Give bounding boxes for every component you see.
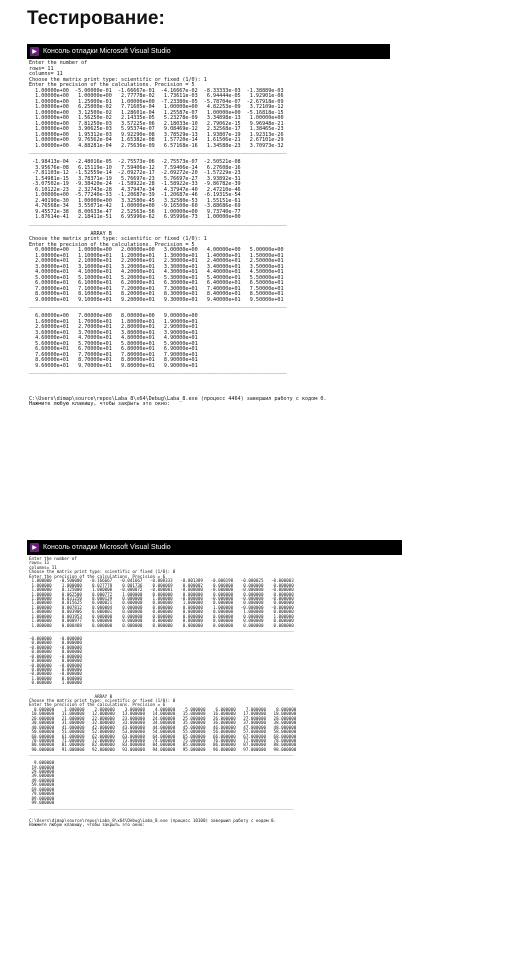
console-output: Enter the number of rows= 11 columns= 11 Choose the matrix print type: scientific or fixed (1/0): 0 Enter the precision of the calculations. Precision = 6 1.000000 -0.500000 -0.166667 -0.041667 -0.008333 -0.001389 -0.000198 -0.000025 -0.000003 1.000000 1.000000 0.027778 0.001736 0.000069 0.000002 0.000000 0.000000 0.000000 1.000000 0.125000 1.000000 -0.000072 -0.000001 -0.000000 -0.000000 -0.000000 -0.000000 1.000000 0.062500 0.000772 1.000000 0.000000 0.000000 0.000000 0.000000 0.000000 1.000000 0.031250 0.000129 0.000000 1.000000 -0.000000 -0.000000 -0.000000 -0.000000 1.000000 0.015625 0.000021 0.000000 0.000000 1.000000 0.000000 0.000000 0.000000 1.000000 0.007812 0.000004 0.000000 0.000000 0.000000 1.000000 -0.000000 -0.000000 1.000000 0.003906 0.000001 0.000000 0.000000 0.000000 0.000000 1.000000 0.000000 1.000000 0.001953 0.000000 0.000000 0.000000 0.000000 0.000000 0.000000 1.000000 1.000000 0.000977 0.000000 0.000000 0.000000 0.000000 0.000000 0.000000 0.000000 1.000000 0.000488 0.000000 0.000000 0.000000 0.000000 0.000000 0.000000 0.000000 _________________________________________________________________________________________________________ -0.000000 -0.000000 0.000000 0.000000 -0.000000 -0.000000 0.000000 0.000000 -0.000000 -0.000000 0.000000 0.000000 -0.000000 -0.000000 0.000000 0.000000 -0.000000 -0.000000 1.000000 0.000000 0.000000 1.000000 _________________________________________________________________________________________________________ ARRAY B Choose the matrix print type: scientific or fixed (1/0): 0 Enter the precision of the calculations. Precision = 6 0.000000 1.000000 2.000000 3.000000 4.000000 5.000000 6.000000 7.000000 8.000000 10.000000 11.000000 12.000000 13.000000 14.000000 15.000000 16.000000 17.000000 18.000000 20.000000 21.000000 22.000000 23.000000 24.000000 25.000000 26.000000 27.000000 28.000000 30.000000 31.000000 32.000000 33.000000 34.000000 35.000000 36.000000 37.000000 38.000000 40.000000 41.000000 42.000000 43.000000 44.000000 45.000000 46.000000 47.000000 48.000000 50.000000 51.000000 52.000000 53.000000 54.000000 55.000000 56.000000 57.000000 58.000000 60.000000 61.000000 62.000000 63.000000 64.000000 65.000000 66.000000 67.000000 68.000000 70.000000 71.000000 72.000000 73.000000 74.000000 75.000000 76.000000 77.000000 78.000000 80.000000 81.000000 82.000000 83.000000 84.000000 85.000000 86.000000 87.000000 88.000000 90.000000 91.000000 92.000000 93.000000 94.000000 95.000000 96.000000 97.000000 98.000000 _________________________________________________________________________________________________________ 9.000000 19.000000 29.000000 39.000000 49.000000 59.000000 69.000000 79.000000 89.000000 99.000000 _________________________________________________________________________________________________________ C:\Users\dimap\source\repos\Laba_8\x64\Debug\Laba_8.exe (процесс 10100) завершил работу с кодом 0. Нажмите любую клавишу, чтобы закрыть это окно: — [29, 556, 297, 828]
visual-studio-icon: ▶ — [30, 47, 39, 56]
debug-console-window-2[interactable] — [27, 540, 402, 954]
console-output: Enter the number of rows= 11 columns= 11 Choose the matrix print type: scientific or fixed (1/0): 1 Enter the precision of the calculations. Precision = 5 1.00000e+00 -5.00000e-01 -1.66667e-01 -4.16667e-02 -8.33333e-03 -1.38889e-03 1.00000e+00 1.00000e+00 2.77778e-02 1.73611e-03 6.94444e-05 1.92901e-06 1.00000e+00 1.25000e-01 1.00000e+00 -7.23380e-05 -5.78704e-07 -2.67918e-09 1.00000e+00 6.25000e-02 7.71605e-04 1.00000e+00 4.82253e-09 3.72109e-12 1.00000e+00 3.12500e-02 1.28601e-04 1.25587e-07 1.00000e+00 -5.16818e-15 1.00000e+00 1.56250e-02 2.14335e-05 5.23278e-09 3.34898e-13 1.00000e+00 1.00000e+00 7.81250e-03 3.57225e-06 2.18033e-10 2.79062e-15 9.96948e-21 1.00000e+00 3.90625e-03 5.95374e-07 9.08469e-12 2.32568e-17 1.38465e-23 1.00000e+00 1.95312e-03 9.92290e-08 3.78529e-13 1.93807e-19 1.92313e-26 1.00000e+00 9.76562e-04 1.65382e-08 1.57720e-14 1.61506e-21 2.67101e-29 1.00000e+00 4.88281e-04 2.75636e-09 6.57168e-16 1.34588e-23 3.70973e-32 ____________________________________________________________________________________ -1.98413e-04 -2.48016e-05 -2.75573e-06 -2.75573e-07 -2.50521e-08 3.95676e-08 6.15119e-10 7.59406e-12 7.59406e-14 6.27608e-16 -7.81103e-12 -1.52559e-14 -2.09272e-17 -2.09272e-20 -1.57229e-23 1.54981e-15 3.78371e-19 5.76697e-23 5.76697e-27 3.93892e-31 -3.07502e-19 -9.38420e-24 -1.58922e-28 -1.58922e-33 -9.86782e-39 6.10122e-23 2.32743e-28 4.37947e-34 4.37947e-40 2.47210e-46 1.00000e+00 -5.77240e-33 -1.20687e-39 -1.20687e-46 -6.19315e-54 2.40190e-30 1.00000e+00 3.32580e-45 3.32580e-53 1.55151e-61 4.76568e-34 3.55071e-42 1.00000e+00 -9.16500e-60 -3.88686e-69 9.45572e-38 8.00633e-47 2.52563e-56 1.00000e+00 9.73740e-77 1.87614e-41 2.18411e-51 6.95996e-62 6.95996e-73 1.00000e+00 ____________________________________________________________________________________ ARRAY B Choose the matrix print type: scientific or fixed (1/0): 1 Enter the precision of the calculations. Precision = 5 0.00000e+00 1.00000e+00 2.00000e+00 3.00000e+00 4.00000e+00 5.00000e+00 1.00000e+01 1.10000e+01 1.20000e+01 1.30000e+01 1.40000e+01 1.50000e+01 2.00000e+01 2.10000e+01 2.20000e+01 2.30000e+01 2.40000e+01 2.50000e+01 3.00000e+01 3.10000e+01 3.20000e+01 3.30000e+01 3.40000e+01 3.50000e+01 4.00000e+01 4.10000e+01 4.20000e+01 4.30000e+01 4.40000e+01 4.50000e+01 5.00000e+01 5.10000e+01 5.20000e+01 5.30000e+01 5.40000e+01 5.50000e+01 6.00000e+01 6.10000e+01 6.20000e+01 6.30000e+01 6.40000e+01 6.50000e+01 7.00000e+01 7.10000e+01 7.20000e+01 7.30000e+01 7.40000e+01 7.50000e+01 8.00000e+01 8.10000e+01 8.20000e+01 8.30000e+01 8.40000e+01 8.50000e+01 9.00000e+01 9.10000e+01 9.20000e+01 9.30000e+01 9.40000e+01 9.50000e+01 ____________________________________________________________________________________ 6.00000e+00 7.00000e+00 8.00000e+00 9.00000e+00 1.60000e+01 1.70000e+01 1.80000e+01 1.90000e+01 2.60000e+01 2.70000e+01 2.80000e+01 2.90000e+01 3.60000e+01 3.70000e+01 3.80000e+01 3.90000e+01 4.60000e+01 4.70000e+01 4.80000e+01 4.90000e+01 5.60000e+01 5.70000e+01 5.80000e+01 5.90000e+01 6.60000e+01 6.70000e+01 6.80000e+01 6.90000e+01 7.60000e+01 7.70000e+01 7.80000e+01 7.90000e+01 8.60000e+01 8.70000e+01 8.80000e+01 8.90000e+01 9.60000e+01 9.70000e+01 9.80000e+01 9.90000e+01 ____________________________________________________________________________________ C:\Users\dimap\source\repos\Laba_8\x64\Debug\Laba_8.exe (процесс 4464) завершил работу с кодом 0. Нажмите любую клавишу, чтобы закрыть это окно: — [29, 60, 327, 407]
visual-studio-icon: ▶ — [30, 543, 39, 552]
console-title: Консоль отладки Microsoft Visual Studio — [43, 544, 171, 551]
console-titlebar[interactable] — [27, 540, 402, 555]
debug-console-window-1[interactable] — [27, 44, 390, 524]
console-title: Консоль отладки Microsoft Visual Studio — [43, 48, 171, 55]
page-heading: Тестирование: — [27, 8, 165, 29]
console-titlebar[interactable] — [27, 44, 390, 59]
